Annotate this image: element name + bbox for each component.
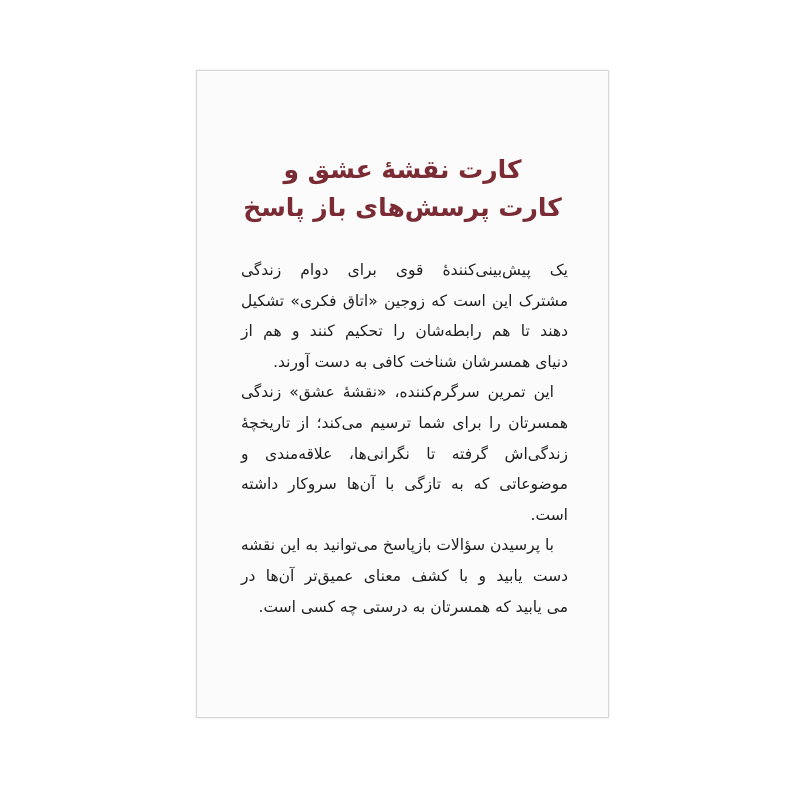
card-title-line: کارت پرسش‌های باز پاسخ	[243, 193, 562, 222]
text-line: می یابید که همسرتان به درستی چه کسی است.	[258, 597, 568, 616]
text-line: دنیای همسرشان شناخت کافی به دست آورند.	[273, 352, 568, 371]
paragraph-2	[241, 377, 568, 530]
paragraph-1	[241, 255, 568, 377]
text-line: است.	[530, 505, 568, 524]
text-line: با پرسیدن سؤالات بازپاسخ می‌توانید به این نقشه	[240, 536, 554, 555]
text-line: این تمرین سرگرم‌کننده، «نقشهٔ عشق» زندگی	[241, 383, 554, 402]
text-line: موضوعاتی که به تازگی با آن‌ها سروکار داشته	[241, 475, 568, 494]
text-line: همسرتان را برای شما ترسیم می‌کند؛ از تاریخچهٔ	[241, 413, 568, 432]
card-title-line: کارت نقشهٔ عشق و	[283, 155, 522, 184]
paragraph-3	[241, 530, 568, 622]
text-line: مشترک این است که زوجین «اتاق فکری» تشکیل	[241, 291, 568, 310]
text-line: یک پیش‌بینی‌کنندهٔ قوی برای دوام زندگی	[241, 261, 568, 279]
text-line: زندگی‌اش گرفته تا نگرانی‌ها، علاقه‌مندی و	[241, 444, 568, 463]
text-line: دست یابید و با کشف معنای عمیق‌تر آن‌ها در	[241, 566, 568, 585]
card-title	[197, 151, 608, 227]
card	[196, 70, 609, 718]
card-body	[241, 255, 568, 622]
text-line: دهند تا هم رابطه‌شان را تحکیم کنند و هم از	[241, 322, 568, 341]
